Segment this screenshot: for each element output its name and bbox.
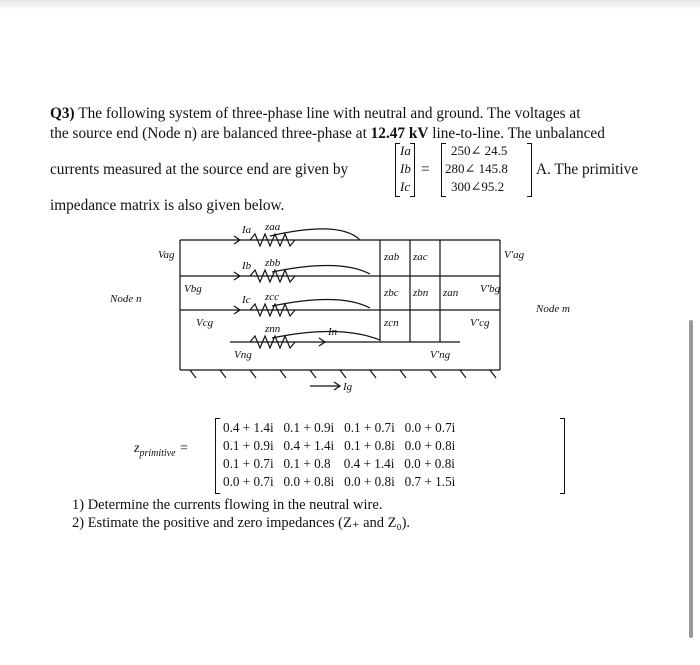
zab-label: zab: [384, 251, 400, 263]
problem-line-3-post: A. The primitive: [536, 161, 639, 178]
znn-label: znn: [265, 323, 281, 335]
problem-line-2: [50, 124, 605, 144]
vag-label: Vag: [158, 249, 175, 261]
zbn-label: zbn: [413, 287, 429, 299]
problem-line-2-pre: the source end (Node n) are balanced three-phase at: [50, 125, 371, 142]
vcg-prime-label: V'cg: [470, 317, 490, 329]
current-value-c: 300∠95.2: [451, 179, 505, 194]
problem-line-2-post: line-to-line. The unbalanced: [428, 125, 605, 142]
current-value-b: 280∠ 145.8: [445, 161, 508, 176]
matrix-row-2: 0.1 + 0.9i 0.4 + 1.4i 0.1 + 0.8i 0.0 + 0.8i: [223, 438, 456, 453]
zbb-label: zbb: [265, 257, 281, 269]
vbg-prime-label: V'bg: [480, 283, 501, 295]
current-equals: =: [421, 161, 430, 178]
vng-prime-label: V'ng: [430, 349, 451, 361]
z-subscript: primitive: [139, 447, 176, 459]
current-ib: Ib: [400, 161, 411, 176]
scrollbar[interactable]: [689, 320, 693, 638]
vcg-label: Vcg: [196, 317, 214, 329]
vbg-label: Vbg: [184, 283, 202, 295]
vng-label: Vng: [234, 349, 252, 361]
question-2: 2) Estimate the positive and zero impedances (Z₊ and Z₀).: [72, 515, 411, 531]
matrix-row-1: 0.4 + 1.4i 0.1 + 0.9i 0.1 + 0.7i 0.0 + 0.7i: [223, 420, 456, 435]
zcc-label: zcc: [265, 291, 280, 303]
in-label: In: [328, 326, 338, 338]
zaa-label: zaa: [265, 221, 281, 233]
z-equals: =: [179, 441, 189, 456]
current-ic: Ic: [400, 179, 411, 194]
mutual-arc-n: [272, 331, 380, 340]
ig-label: Ig: [343, 381, 353, 393]
ib-label: Ib: [242, 260, 252, 272]
zbc-label: zbc: [384, 287, 399, 299]
problem-line-3-pre: currents measured at the source end are given by: [50, 161, 349, 178]
impedance-matrix: [215, 418, 565, 494]
zcn-label: zcn: [384, 317, 399, 329]
top-band: [0, 0, 700, 10]
current-vector: [395, 143, 415, 197]
z-symbol: z: [134, 441, 140, 456]
zac-label: zac: [413, 251, 428, 263]
ic-label: Ic: [242, 294, 251, 306]
node-n-label: Node n: [110, 293, 142, 305]
z-primitive-label: [134, 441, 189, 459]
voltage-value: 12.47 kV: [370, 125, 429, 142]
zan-label: zan: [443, 287, 459, 299]
current-ia: Ia: [400, 143, 411, 158]
matrix-row-4: 0.0 + 0.7i 0.0 + 0.8i 0.0 + 0.8i 0.7 + 1.5i: [223, 474, 456, 489]
ia-label: Ia: [242, 224, 252, 236]
question-1: 1) Determine the currents flowing in the neutral wire.: [72, 497, 383, 513]
current-value-a: 250∠ 24.5: [451, 143, 508, 158]
circuit-diagram: [100, 220, 600, 400]
question-label: Q3): [50, 105, 75, 122]
problem-line-1-text: The following system of three-phase line with neutral and ground. The voltages at: [78, 105, 581, 122]
node-m-label: Node m: [536, 303, 570, 315]
problem-line-4: impedance matrix is also given below.: [50, 197, 285, 214]
matrix-row-3: 0.1 + 0.7i 0.1 + 0.8 0.4 + 1.4i 0.0 + 0.8i: [223, 456, 455, 471]
vag-prime-label: V'ag: [504, 249, 525, 261]
current-values: [441, 143, 532, 197]
problem-line-1: [50, 104, 580, 124]
